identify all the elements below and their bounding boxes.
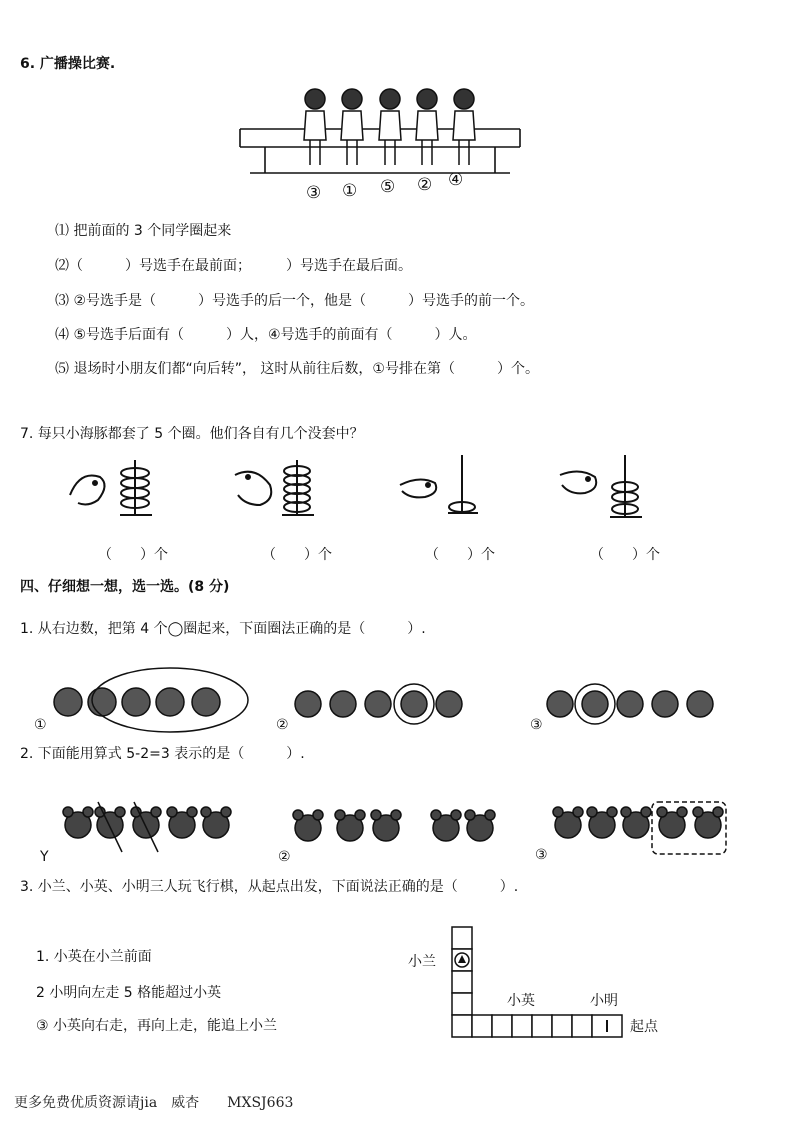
q7-answer-blank[interactable]: （ ）个 bbox=[262, 547, 332, 563]
q6-item: ⑷ ⑤号选手后面有（ ）人，④号选手的前面有（ ）人。 bbox=[55, 327, 477, 343]
q7-title: 7. 每只小海豚都套了 5 个圈。他们各自有几个没套中？ bbox=[20, 426, 364, 442]
option-label: ① bbox=[34, 717, 47, 733]
option-label: ③ bbox=[535, 847, 548, 863]
q6-item: ⑴ 把前面的 3 个同学圈起来 bbox=[55, 223, 232, 239]
bear-rows bbox=[50, 800, 730, 860]
q7-answer-blank[interactable]: （ ）个 bbox=[590, 547, 660, 563]
runner-number: ④ bbox=[448, 170, 464, 190]
option-label: Y bbox=[40, 849, 49, 865]
q7-answer-blank[interactable]: （ ）个 bbox=[425, 547, 495, 563]
dolphin-ring-groups bbox=[60, 455, 700, 525]
q6-item: ⑵（ ）号选手在最前面； ）号选手在最后面。 bbox=[55, 258, 412, 274]
section4-title: 四、仔细想一想，选一选。(8 分) bbox=[20, 579, 230, 595]
q6-item: ⑶ ②号选手是（ ）号选手的后一个，他是（ ）号选手的前一个。 bbox=[55, 293, 534, 309]
s4-q1-text: 1. 从右边数，把第 4 个◯圈起来，下面圈法正确的是（ ）. bbox=[20, 621, 426, 637]
s4-q3-option: ③ 小英向右走，再向上走，能追上小兰 bbox=[36, 1018, 277, 1034]
option-label: ③ bbox=[530, 717, 543, 733]
board-label-xiaoying: 小英 bbox=[507, 993, 535, 1009]
s4-q3-option: 1. 小英在小兰前面 bbox=[36, 949, 152, 965]
q6-title: 6. 广播操比赛. bbox=[20, 56, 116, 72]
s4-q3-option: 2 小明向左走 5 格能超过小英 bbox=[36, 985, 222, 1001]
q6-item: ⑸ 退场时小朋友们都“向后转”， 这时从前往后数，①号排在第（ ）个。 bbox=[55, 361, 539, 377]
apple-rows bbox=[30, 660, 730, 730]
board-label-start: 起点 bbox=[630, 1019, 658, 1035]
footer-note: 更多免费优质资源请jia 威杏 MXSJ663 bbox=[14, 1095, 294, 1111]
flying-chess-board bbox=[450, 925, 630, 1040]
q7-answer-blank[interactable]: （ ）个 bbox=[98, 547, 168, 563]
runner-number: ③ bbox=[306, 183, 322, 203]
gymnastics-illustration bbox=[235, 85, 525, 180]
option-label: ② bbox=[278, 849, 291, 865]
board-label-xiaolan: 小兰 bbox=[408, 954, 436, 970]
board-label-xiaoming: 小明 bbox=[590, 993, 618, 1009]
runner-number: ② bbox=[417, 175, 433, 195]
runner-number: ⑤ bbox=[380, 177, 396, 197]
s4-q3-text: 3. 小兰、小英、小明三人玩飞行棋，从起点出发，下面说法正确的是（ ）. bbox=[20, 879, 519, 895]
s4-q2-text: 2. 下面能用算式 5-2=3 表示的是（ ）. bbox=[20, 746, 305, 762]
runner-number: ① bbox=[342, 181, 358, 201]
option-label: ② bbox=[276, 717, 289, 733]
